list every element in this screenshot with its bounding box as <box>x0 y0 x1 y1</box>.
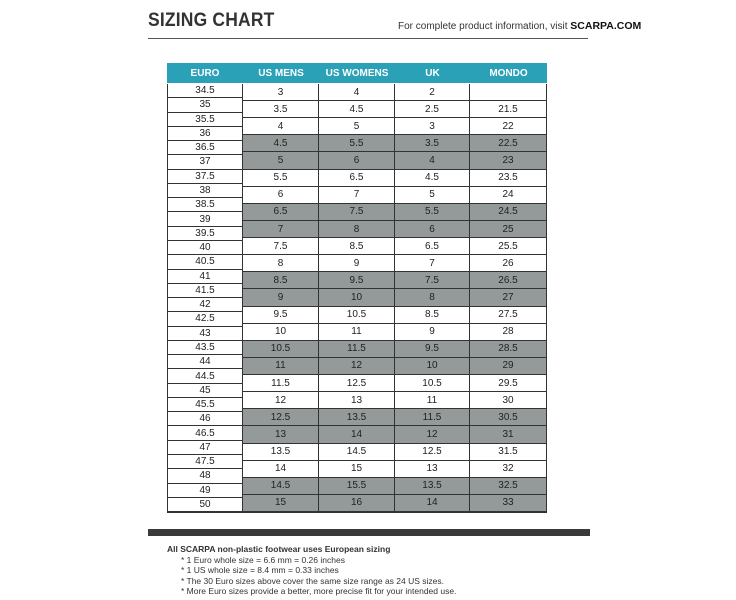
us-womens-cell: 16 <box>319 495 395 512</box>
us-womens-cell: 12 <box>319 358 395 375</box>
mondo-cell: 27 <box>470 289 547 306</box>
us-mens-cell: 3 <box>243 84 319 101</box>
mondo-cell: 31.5 <box>470 444 547 461</box>
us-womens-cell: 10 <box>319 289 395 306</box>
us-mens-cell: 11.5 <box>243 375 319 392</box>
uk-cell: 6 <box>395 221 470 238</box>
mondo-cell: 26 <box>470 255 547 272</box>
uk-cell: 8.5 <box>395 307 470 324</box>
note-item: * More Euro sizes provide a better, more precise fit for your intended use. <box>181 586 457 596</box>
us-womens-cell: 12.5 <box>319 375 395 392</box>
uk-cell: 4.5 <box>395 170 470 187</box>
us-mens-cell: 6.5 <box>243 204 319 221</box>
uk-cell: 6.5 <box>395 238 470 255</box>
uk-cell: 3 <box>395 118 470 135</box>
us-mens-cell: 5.5 <box>243 170 319 187</box>
mondo-cell: 23 <box>470 152 547 169</box>
us-womens-cell: 7.5 <box>319 204 395 221</box>
uk-cell: 2.5 <box>395 101 470 118</box>
us-womens-cell: 6 <box>319 152 395 169</box>
euro-size-cell: 36.5 <box>167 141 243 155</box>
euro-size-cell: 46.5 <box>167 426 243 440</box>
euro-size-cell: 47 <box>167 441 243 455</box>
uk-cell: 5.5 <box>395 204 470 221</box>
mondo-cell: 30.5 <box>470 409 547 426</box>
uk-cell: 7 <box>395 255 470 272</box>
euro-size-cell: 45.5 <box>167 398 243 412</box>
uk-cell: 2 <box>395 84 470 101</box>
uk-cell: 12 <box>395 426 470 443</box>
euro-size-cell: 43.5 <box>167 341 243 355</box>
us-womens-cell: 8.5 <box>319 238 395 255</box>
euro-size-cell: 41 <box>167 270 243 284</box>
mondo-cell: 21.5 <box>470 101 547 118</box>
euro-size-cell: 34.5 <box>167 84 243 98</box>
us-mens-cell: 7.5 <box>243 238 319 255</box>
mondo-cell: 29 <box>470 358 547 375</box>
uk-cell: 4 <box>395 152 470 169</box>
euro-size-cell: 35 <box>167 98 243 112</box>
note-item: * 1 US whole size = 8.4 mm = 0.33 inches <box>181 565 339 575</box>
euro-size-cell: 46 <box>167 412 243 426</box>
uk-cell: 9 <box>395 324 470 341</box>
mondo-cell: 26.5 <box>470 272 547 289</box>
mondo-cell: 22.5 <box>470 135 547 152</box>
euro-size-cell: 42 <box>167 298 243 312</box>
us-womens-cell: 11 <box>319 324 395 341</box>
euro-size-cell: 35.5 <box>167 113 243 127</box>
euro-size-cell: 45 <box>167 384 243 398</box>
uk-cell: 8 <box>395 289 470 306</box>
us-womens-cell: 5 <box>319 118 395 135</box>
us-mens-cell: 14 <box>243 461 319 478</box>
mondo-cell: 29.5 <box>470 375 547 392</box>
header-uk: UK <box>395 63 470 83</box>
us-mens-cell: 11 <box>243 358 319 375</box>
uk-cell: 5 <box>395 187 470 204</box>
note-item: * 1 Euro whole size = 6.6 mm = 0.26 inches <box>181 554 345 565</box>
mondo-cell: 28.5 <box>470 341 547 358</box>
mondo-cell: 24.5 <box>470 204 547 221</box>
us-womens-cell: 14.5 <box>319 444 395 461</box>
euro-size-cell: 40.5 <box>167 255 243 269</box>
us-mens-cell: 6 <box>243 187 319 204</box>
header-us-womens: US WOMENS <box>319 63 395 83</box>
us-womens-cell: 4.5 <box>319 101 395 118</box>
us-womens-cell: 5.5 <box>319 135 395 152</box>
uk-cell: 9.5 <box>395 341 470 358</box>
us-mens-cell: 4.5 <box>243 135 319 152</box>
mondo-cell: 31 <box>470 426 547 443</box>
us-mens-cell: 9.5 <box>243 307 319 324</box>
us-mens-cell: 8 <box>243 255 319 272</box>
brand-link[interactable]: SCARPA.COM <box>570 20 642 32</box>
uk-cell: 10 <box>395 358 470 375</box>
us-mens-cell: 4 <box>243 118 319 135</box>
mondo-cell <box>470 84 547 101</box>
sizing-notes <box>167 544 456 597</box>
mondo-cell: 28 <box>470 324 547 341</box>
mondo-cell: 25.5 <box>470 238 547 255</box>
us-mens-cell: 10 <box>243 324 319 341</box>
us-mens-cell: 12 <box>243 392 319 409</box>
us-mens-cell: 9 <box>243 289 319 306</box>
euro-size-cell: 37.5 <box>167 170 243 184</box>
us-womens-cell: 6.5 <box>319 170 395 187</box>
header-euro: EURO <box>167 63 243 83</box>
uk-cell: 12.5 <box>395 444 470 461</box>
mondo-cell: 23.5 <box>470 170 547 187</box>
uk-cell: 7.5 <box>395 272 470 289</box>
mondo-cell: 27.5 <box>470 307 547 324</box>
uk-cell: 13 <box>395 461 470 478</box>
euro-size-cell: 42.5 <box>167 312 243 326</box>
us-mens-cell: 3.5 <box>243 101 319 118</box>
mondo-cell: 22 <box>470 118 547 135</box>
us-mens-cell: 5 <box>243 152 319 169</box>
euro-size-cell: 50 <box>167 498 243 512</box>
euro-size-cell: 37 <box>167 155 243 169</box>
mondo-cell: 24 <box>470 187 547 204</box>
euro-size-cell: 40 <box>167 241 243 255</box>
note-item: * The 30 Euro sizes above cover the same size range as 24 US sizes. <box>181 575 445 586</box>
header-mondo: MONDO <box>470 63 547 83</box>
mondo-cell: 32 <box>470 461 547 478</box>
mondo-cell: 25 <box>470 221 547 238</box>
uk-cell: 10.5 <box>395 375 470 392</box>
us-mens-cell: 8.5 <box>243 272 319 289</box>
us-womens-cell: 14 <box>319 426 395 443</box>
us-womens-cell: 7 <box>319 187 395 204</box>
us-mens-cell: 13.5 <box>243 444 319 461</box>
uk-cell: 13.5 <box>395 478 470 495</box>
euro-size-cell: 43 <box>167 327 243 341</box>
us-womens-cell: 9 <box>319 255 395 272</box>
footer-bar <box>148 529 590 536</box>
uk-cell: 11 <box>395 392 470 409</box>
euro-size-cell: 39.5 <box>167 227 243 241</box>
us-womens-cell: 13.5 <box>319 409 395 426</box>
uk-cell: 14 <box>395 495 470 512</box>
info-text: For complete product information, visit <box>398 21 568 32</box>
uk-cell: 3.5 <box>395 135 470 152</box>
us-womens-cell: 9.5 <box>319 272 395 289</box>
mondo-cell: 33 <box>470 495 547 512</box>
us-mens-cell: 7 <box>243 221 319 238</box>
us-womens-cell: 15.5 <box>319 478 395 495</box>
mondo-cell: 30 <box>470 392 547 409</box>
euro-size-cell: 39 <box>167 212 243 226</box>
us-womens-cell: 11.5 <box>319 341 395 358</box>
page-title: SIZING CHART <box>148 10 275 31</box>
mondo-cell: 32.5 <box>470 478 547 495</box>
us-mens-cell: 15 <box>243 495 319 512</box>
uk-cell: 11.5 <box>395 409 470 426</box>
us-mens-cell: 14.5 <box>243 478 319 495</box>
us-womens-cell: 15 <box>319 461 395 478</box>
us-mens-cell: 10.5 <box>243 341 319 358</box>
euro-size-cell: 47.5 <box>167 455 243 469</box>
euro-size-cell: 36 <box>167 127 243 141</box>
us-womens-cell: 13 <box>319 392 395 409</box>
euro-size-cell: 48 <box>167 469 243 483</box>
us-womens-cell: 8 <box>319 221 395 238</box>
us-womens-cell: 4 <box>319 84 395 101</box>
table-bottom-border <box>167 512 547 513</box>
euro-size-cell: 38.5 <box>167 198 243 212</box>
header-us-mens: US MENS <box>243 63 319 83</box>
euro-size-cell: 41.5 <box>167 284 243 298</box>
euro-size-cell: 49 <box>167 484 243 498</box>
euro-size-cell: 44 <box>167 355 243 369</box>
us-mens-cell: 12.5 <box>243 409 319 426</box>
us-mens-cell: 13 <box>243 426 319 443</box>
euro-size-cell: 44.5 <box>167 369 243 383</box>
us-womens-cell: 10.5 <box>319 307 395 324</box>
euro-size-cell: 38 <box>167 184 243 198</box>
notes-heading: All SCARPA non-plastic footwear uses European sizing <box>167 544 391 554</box>
